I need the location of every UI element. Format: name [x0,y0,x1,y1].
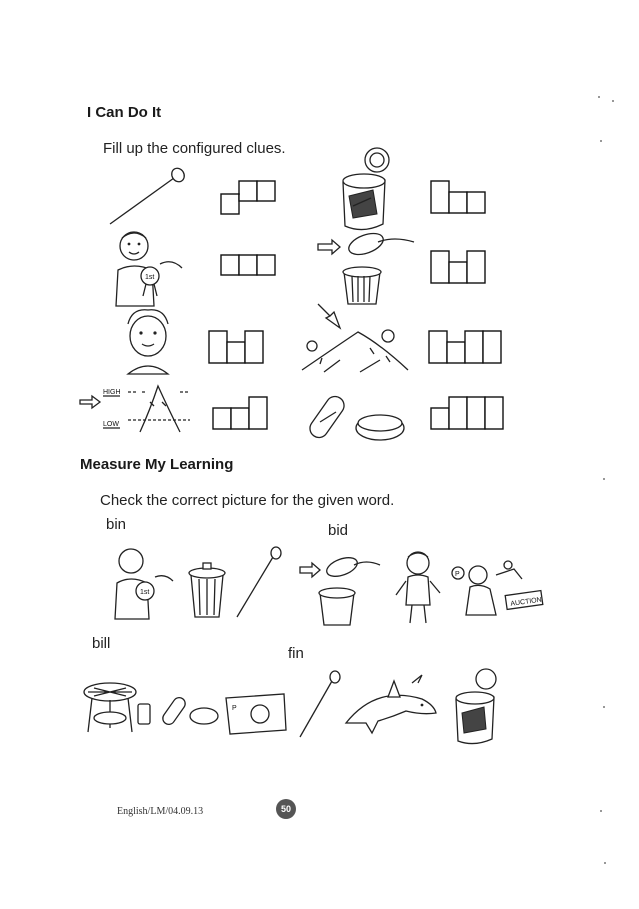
section-title-measure-my-learning: Measure My Learning [80,456,234,473]
svg-text:1st: 1st [145,274,155,281]
label-high: HIGH [103,389,121,396]
word-fin: fin [288,645,304,662]
pill-icon [308,390,418,446]
choice-boy-icon[interactable] [396,552,440,623]
bid-choices[interactable] [300,545,550,630]
scan-speck [612,100,614,102]
choice-auction-icon[interactable] [452,561,543,615]
answer-boxes-pill[interactable] [430,396,520,432]
svg-text:1st: 1st [140,589,150,596]
label-low: LOW [103,421,119,428]
answer-boxes-hill[interactable] [428,330,518,366]
answer-boxes-lid[interactable] [430,250,500,286]
scan-speck [604,862,606,864]
answer-boxes-pin[interactable] [220,180,280,216]
choice-trash-bin-icon[interactable] [189,563,225,617]
word-bin: bin [106,516,127,533]
bill-choices[interactable] [80,668,290,740]
word-bill: bill [92,635,111,652]
scan-speck [600,810,602,812]
choice-grill-icon[interactable] [84,683,150,732]
svg-text:P: P [232,705,237,712]
answer-boxes-tin[interactable] [430,180,500,216]
section1-instruction: Fill up the configured clues. [103,140,286,157]
tin-can-icon [333,146,403,234]
fin-choices[interactable] [296,665,526,745]
choice-lid-on-bin-icon[interactable] [300,554,380,625]
choice-money-bill-icon[interactable] [226,694,286,734]
svg-text:P: P [455,571,460,578]
scan-speck [603,706,605,708]
choice-tin-can-icon[interactable] [456,669,496,744]
section-title-i-can-do-it: I Can Do It [87,104,162,121]
scan-speck [600,140,602,142]
scan-speck [598,96,600,98]
word-bid: bid [328,522,349,539]
answer-boxes-ribbon[interactable] [220,254,280,278]
answer-boxes-chin[interactable] [208,330,278,366]
page-number-badge: 50 [276,799,296,819]
choice-pills-icon[interactable] [160,695,218,726]
pin-icon [108,168,188,228]
scan-speck [603,478,605,480]
high-low-icon [80,380,210,440]
footer-code: English/LM/04.09.13 [117,806,204,817]
choice-pin-icon-2[interactable] [300,671,340,737]
boy-chin-icon [120,306,180,376]
bin-choices[interactable] [105,545,305,625]
section2-instruction: Check the correct picture for the given word. [100,492,395,509]
lid-on-bin-icon [318,222,418,306]
choice-boy-ribbon-icon[interactable] [115,549,173,619]
boy-with-ribbon-icon [110,228,190,308]
auction-sign: AUCTION [509,596,543,608]
answer-boxes-hill-low[interactable] [212,396,282,432]
hill-icon [300,300,410,380]
choice-pin-icon[interactable] [237,547,281,617]
choice-dolphin-icon[interactable] [346,675,436,733]
